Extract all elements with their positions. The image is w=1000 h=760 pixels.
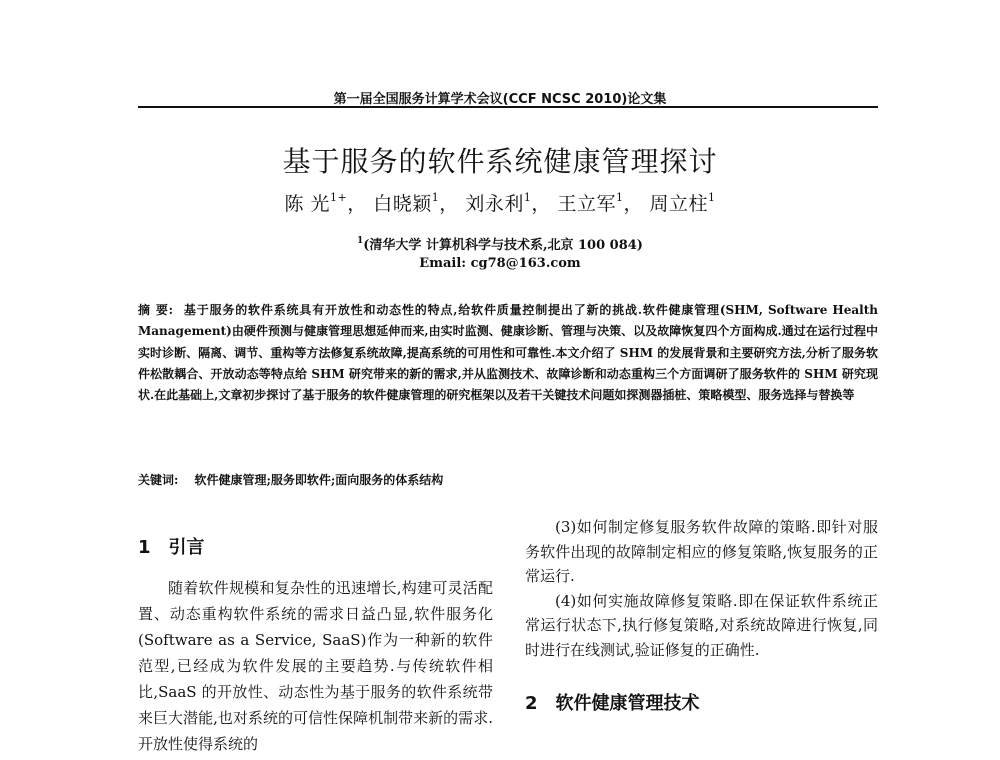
author-mark: 1+ <box>330 191 348 204</box>
author-email: Email: cg78@163.com <box>419 256 581 271</box>
author-mark: 1 <box>523 191 532 204</box>
author-separator: ， <box>439 193 459 215</box>
author-mark: 1 <box>615 191 624 204</box>
list-item-3: (3)如何制定修复服务软件故障的策略.即针对服务软件出现的故障制定相应的修复策略,恢复服务的正常运行. <box>525 518 878 585</box>
author-name: 陈 光 <box>284 193 330 215</box>
introduction-paragraph: 随着软件规模和复杂性的迅速增长,构建可灵活配置、动态重构软件系统的需求日益凸显,软件服务化(Software as a Service, SaaS)作为一种新的软件范型,已经成为软件发展的主要趋势.与传统软件相比,SaaS 的开放性、动态性为基于服务的软件系统带来巨大潜能,也对系统的可信性保障机制带来新的需求.开放性使得系统的 <box>138 579 493 753</box>
keywords-text: 软件健康管理;服务即软件;面向服务的体系结构 <box>194 473 444 487</box>
author-separator: ， <box>531 193 551 215</box>
author-name: 王立军 <box>557 193 616 215</box>
paper-title: 基于服务的软件系统健康管理探讨 <box>282 145 718 178</box>
section-number: 1 <box>138 537 151 558</box>
proceedings-header: 第一届全国服务计算学术会议(CCF NCSC 2010)论文集 <box>333 92 667 107</box>
affiliation-text: (清华大学 计算机科学与技术系,北京 100 084) <box>363 238 643 253</box>
author-mark: 1 <box>708 191 716 204</box>
author-mark: 1 <box>431 191 440 204</box>
abstract-text: 基于服务的软件系统具有开放性和动态性的特点,给软件质量控制提出了新的挑战.软件健康管理(SHM, Software Health Management)由硬件预测与健康管理思想延伸而来,由实时监测、健康诊断、管理与决策、以及故障恢复四个方面构成.通过在运行过程中实时诊断、隔离、调节、重构等方法修复系统故障,提高系统的可用性和可靠性.本文介绍了 SHM 的发展背景和主要研究方法,分析了服务软件松散耦合、开放动态等特点给 SHM 研究带来的新的需求,并从监测技术、故障诊断和动态重构三个方面调研了服务软件的 SHM 研究现状.在此基础上,文章初步探讨了基于服务的软件健康管理的研究框架以及若干关键技术问题如探测器插桩、策略模型、服务选择与替换等 <box>138 303 878 403</box>
abstract <box>138 300 878 406</box>
author-name: 刘永利 <box>465 193 524 215</box>
author-name: 白晓颖 <box>373 193 432 215</box>
section-number: 2 <box>525 693 538 714</box>
author-separator: ， <box>347 193 367 215</box>
list-item-4: (4)如何实施故障修复策略.即在保证软件系统正常运行状态下,执行修复策略,对系统故障进行恢复,同时进行在线测试,验证修复的正确性. <box>525 591 878 659</box>
section-title: 引言 <box>168 537 205 558</box>
author-list <box>0 189 1000 216</box>
section-heading-shm <box>525 692 878 717</box>
author-separator: ， <box>623 193 643 215</box>
header-rule <box>138 106 878 108</box>
left-column <box>138 535 493 757</box>
affiliation-mark: 1 <box>357 236 364 246</box>
abstract-label: 摘 要: <box>138 303 174 317</box>
keywords <box>138 471 878 488</box>
author-name: 周立柱 <box>649 193 709 215</box>
right-column <box>525 515 878 717</box>
section-title: 软件健康管理技术 <box>555 693 700 714</box>
keywords-label: 关键词: <box>138 473 179 487</box>
section-heading-introduction <box>138 535 493 561</box>
affiliation <box>0 234 1000 253</box>
